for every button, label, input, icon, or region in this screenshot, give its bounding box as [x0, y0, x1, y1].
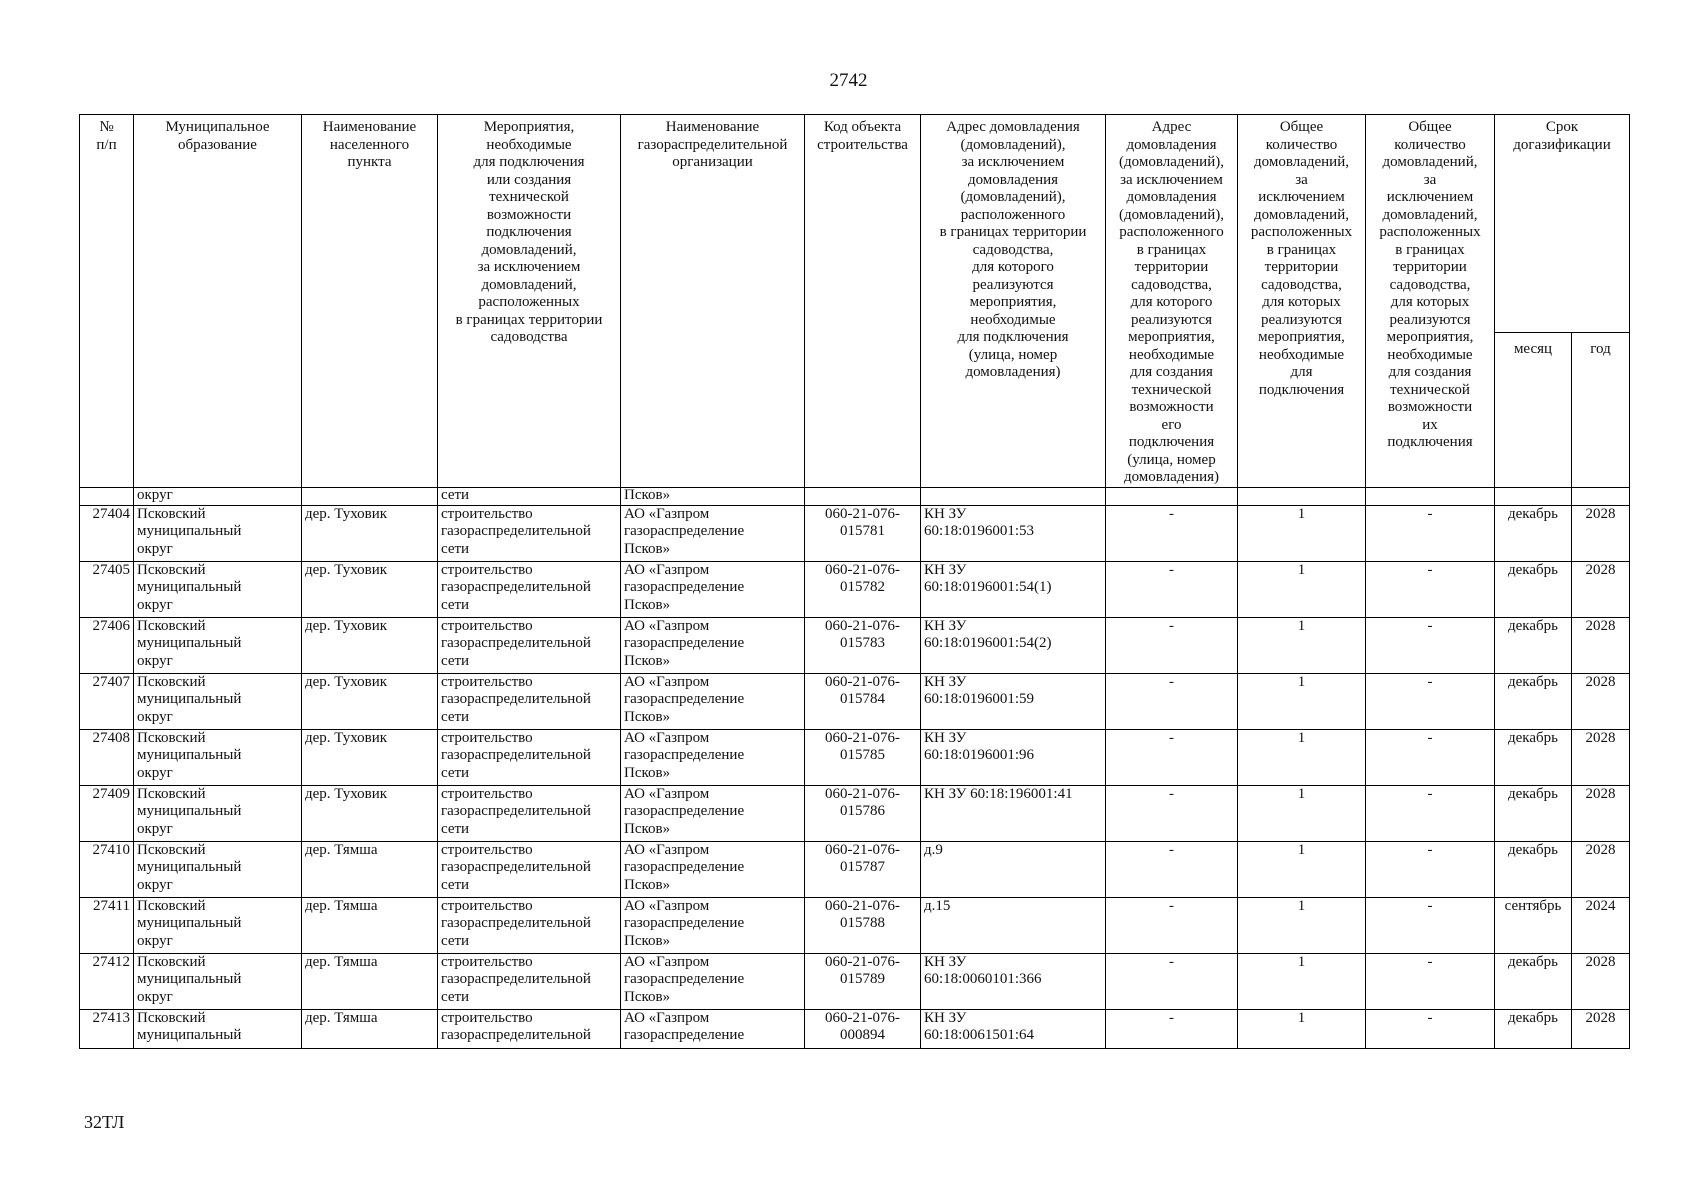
gasification-table	[79, 114, 1630, 1049]
cell-address: д.9	[921, 841, 1106, 897]
cell	[1572, 487, 1630, 505]
cell-activities: строительство газораспределительной сети	[438, 953, 621, 1009]
cell	[302, 487, 438, 505]
table-row	[80, 897, 1630, 953]
header-month: месяц	[1495, 333, 1572, 487]
cell-address-tech: -	[1106, 953, 1238, 1009]
cell-total-tech: -	[1366, 897, 1495, 953]
cell-activities: строительство газораспределительной	[438, 1009, 621, 1048]
cell-code: 060-21-076- 015787	[805, 841, 921, 897]
cell-municipality: Псковский муниципальный округ	[134, 561, 302, 617]
cell-address: д.15	[921, 897, 1106, 953]
header-settlement: Наименование населенного пункта	[302, 115, 438, 488]
header-address-tech: Адрес домовладения (домовладений), за исключением домовладения (домовладений), расположенного в границах территории садоводства, для которого реализуются мероприятия, необходимые для создания технической возможности его подключения (улица, номер домовладения)	[1106, 115, 1238, 488]
cell-municipality: Псковский муниципальный округ	[134, 729, 302, 785]
header-num: № п/п	[80, 115, 134, 488]
table-row	[80, 785, 1630, 841]
cell-address: КН ЗУ 60:18:0060101:366	[921, 953, 1106, 1009]
cell-num: 27407	[80, 673, 134, 729]
cell-num: 27404	[80, 505, 134, 561]
cell-total-tech: -	[1366, 785, 1495, 841]
cell-gas-org: АО «Газпром газораспределение Псков»	[621, 617, 805, 673]
cell	[1106, 487, 1238, 505]
header-deadline: Срок догазификации	[1495, 115, 1630, 333]
cell-address-tech: -	[1106, 841, 1238, 897]
cell-settlement: дер. Туховик	[302, 561, 438, 617]
cell-num: 27408	[80, 729, 134, 785]
cell-year: 2024	[1572, 897, 1630, 953]
cell-gas-org: Псков»	[621, 487, 805, 505]
cell-settlement: дер. Туховик	[302, 617, 438, 673]
header-total-tech: Общее количество домовладений, за исключением домовладений, расположенных в границах территории садоводства, для которых реализуются мероприятия, необходимые для создания технической возможности их подключения	[1366, 115, 1495, 488]
cell-total: 1	[1238, 897, 1366, 953]
cell-address: КН ЗУ 60:18:0196001:54(2)	[921, 617, 1106, 673]
cell-num: 27405	[80, 561, 134, 617]
cell-total-tech: -	[1366, 617, 1495, 673]
cell-total-tech: -	[1366, 505, 1495, 561]
cell-year: 2028	[1572, 1009, 1630, 1048]
cell	[805, 487, 921, 505]
table-row	[80, 953, 1630, 1009]
header-gas-org: Наименование газораспределительной организации	[621, 115, 805, 488]
cell-activities: строительство газораспределительной сети	[438, 673, 621, 729]
header-total-connect: Общее количество домовладений, за исключением домовладений, расположенных в границах территории садоводства, для которых реализуются мероприятия, необходимые для подключения	[1238, 115, 1366, 488]
cell-month: декабрь	[1495, 1009, 1572, 1048]
cell-code: 060-21-076- 015781	[805, 505, 921, 561]
cell-municipality: Псковский муниципальный округ	[134, 841, 302, 897]
cell-municipality: Псковский муниципальный округ	[134, 785, 302, 841]
cell-code: 060-21-076- 015784	[805, 673, 921, 729]
cell-municipality: Псковский муниципальный округ	[134, 617, 302, 673]
cell-activities: строительство газораспределительной сети	[438, 561, 621, 617]
cell-settlement: дер. Тямша	[302, 1009, 438, 1048]
cell-municipality: Псковский муниципальный	[134, 1009, 302, 1048]
cell-address: КН ЗУ 60:18:0196001:96	[921, 729, 1106, 785]
cell-activities: сети	[438, 487, 621, 505]
cell-month: декабрь	[1495, 841, 1572, 897]
cell-address-tech: -	[1106, 729, 1238, 785]
cell-month: декабрь	[1495, 673, 1572, 729]
cell-year: 2028	[1572, 617, 1630, 673]
cell-code: 060-21-076- 000894	[805, 1009, 921, 1048]
cell-total: 1	[1238, 729, 1366, 785]
cell-settlement: дер. Тямша	[302, 841, 438, 897]
cell-code: 060-21-076- 015789	[805, 953, 921, 1009]
cell-num: 27410	[80, 841, 134, 897]
table-header	[80, 115, 1630, 488]
cell-gas-org: АО «Газпром газораспределение	[621, 1009, 805, 1048]
cell-month: декабрь	[1495, 561, 1572, 617]
cell-municipality: Псковский муниципальный округ	[134, 673, 302, 729]
cell-settlement: дер. Туховик	[302, 505, 438, 561]
cell	[921, 487, 1106, 505]
table-row	[80, 505, 1630, 561]
cell-total: 1	[1238, 785, 1366, 841]
table-row	[80, 1009, 1630, 1048]
cell-code: 060-21-076- 015782	[805, 561, 921, 617]
cell-total-tech: -	[1366, 953, 1495, 1009]
cell-num: 27412	[80, 953, 134, 1009]
cell-gas-org: АО «Газпром газораспределение Псков»	[621, 897, 805, 953]
cell-gas-org: АО «Газпром газораспределение Псков»	[621, 841, 805, 897]
table-row	[80, 841, 1630, 897]
cell-gas-org: АО «Газпром газораспределение Псков»	[621, 785, 805, 841]
cell	[1238, 487, 1366, 505]
table-row	[80, 729, 1630, 785]
cell-address-tech: -	[1106, 1009, 1238, 1048]
cell-month: декабрь	[1495, 953, 1572, 1009]
cell-code: 060-21-076- 015785	[805, 729, 921, 785]
cell-total: 1	[1238, 841, 1366, 897]
page-number: 2742	[829, 70, 868, 91]
cell-settlement: дер. Туховик	[302, 673, 438, 729]
cell-municipality: Псковский муниципальный округ	[134, 953, 302, 1009]
header-code: Код объекта строительства	[805, 115, 921, 488]
cell-gas-org: АО «Газпром газораспределение Псков»	[621, 561, 805, 617]
cell-activities: строительство газораспределительной сети	[438, 841, 621, 897]
cell-address: КН ЗУ 60:18:0061501:64	[921, 1009, 1106, 1048]
table-row	[80, 561, 1630, 617]
cell-municipality: Псковский муниципальный округ	[134, 897, 302, 953]
cell-settlement: дер. Тямша	[302, 953, 438, 1009]
cell-gas-org: АО «Газпром газораспределение Псков»	[621, 673, 805, 729]
cell-gas-org: АО «Газпром газораспределение Псков»	[621, 729, 805, 785]
continuation-row	[80, 487, 1630, 505]
cell-month: декабрь	[1495, 785, 1572, 841]
cell-total: 1	[1238, 561, 1366, 617]
cell-settlement: дер. Туховик	[302, 785, 438, 841]
cell-total: 1	[1238, 953, 1366, 1009]
cell-total: 1	[1238, 1009, 1366, 1048]
cell-year: 2028	[1572, 953, 1630, 1009]
header-year: год	[1572, 333, 1630, 487]
cell-municipality: Псковский муниципальный округ	[134, 505, 302, 561]
cell-total-tech: -	[1366, 561, 1495, 617]
cell-code: 060-21-076- 015783	[805, 617, 921, 673]
cell-year: 2028	[1572, 841, 1630, 897]
cell	[80, 487, 134, 505]
cell-gas-org: АО «Газпром газораспределение Псков»	[621, 953, 805, 1009]
cell-total-tech: -	[1366, 1009, 1495, 1048]
cell-activities: строительство газораспределительной сети	[438, 785, 621, 841]
header-activities: Мероприятия, необходимые для подключения или создания технической возможности подключения домовладений, за исключением домовладений, расположенных в границах территории садоводства	[438, 115, 621, 488]
cell-year: 2028	[1572, 561, 1630, 617]
cell-address: КН ЗУ 60:18:0196001:53	[921, 505, 1106, 561]
cell	[1495, 487, 1572, 505]
cell-month: сентябрь	[1495, 897, 1572, 953]
cell-total-tech: -	[1366, 841, 1495, 897]
cell-municipality: округ	[134, 487, 302, 505]
cell-address-tech: -	[1106, 673, 1238, 729]
cell-total: 1	[1238, 505, 1366, 561]
cell-settlement: дер. Туховик	[302, 729, 438, 785]
cell	[1366, 487, 1495, 505]
header-municipality: Муниципальное образование	[134, 115, 302, 488]
document-code: 32ТЛ	[84, 1112, 125, 1132]
cell-month: декабрь	[1495, 729, 1572, 785]
cell-activities: строительство газораспределительной сети	[438, 729, 621, 785]
table-row	[80, 673, 1630, 729]
cell-year: 2028	[1572, 785, 1630, 841]
cell-address: КН ЗУ 60:18:0196001:59	[921, 673, 1106, 729]
cell-code: 060-21-076- 015788	[805, 897, 921, 953]
cell-gas-org: АО «Газпром газораспределение Псков»	[621, 505, 805, 561]
cell-address-tech: -	[1106, 505, 1238, 561]
cell-address: КН ЗУ 60:18:196001:41	[921, 785, 1106, 841]
cell-total-tech: -	[1366, 729, 1495, 785]
cell-total: 1	[1238, 673, 1366, 729]
cell-num: 27409	[80, 785, 134, 841]
table-body	[80, 487, 1630, 1048]
cell-month: декабрь	[1495, 617, 1572, 673]
cell-num: 27406	[80, 617, 134, 673]
cell-activities: строительство газораспределительной сети	[438, 897, 621, 953]
cell-month: декабрь	[1495, 505, 1572, 561]
cell-year: 2028	[1572, 673, 1630, 729]
cell-address-tech: -	[1106, 617, 1238, 673]
cell-total: 1	[1238, 617, 1366, 673]
cell-address-tech: -	[1106, 785, 1238, 841]
cell-address-tech: -	[1106, 561, 1238, 617]
table-row	[80, 617, 1630, 673]
cell-activities: строительство газораспределительной сети	[438, 617, 621, 673]
cell-year: 2028	[1572, 505, 1630, 561]
cell-num: 27413	[80, 1009, 134, 1048]
cell-num: 27411	[80, 897, 134, 953]
cell-activities: строительство газораспределительной сети	[438, 505, 621, 561]
cell-total-tech: -	[1366, 673, 1495, 729]
cell-year: 2028	[1572, 729, 1630, 785]
cell-address: КН ЗУ 60:18:0196001:54(1)	[921, 561, 1106, 617]
cell-address-tech: -	[1106, 897, 1238, 953]
cell-settlement: дер. Тямша	[302, 897, 438, 953]
header-address-connect: Адрес домовладения (домовладений), за исключением домовладения (домовладений), расположенного в границах территории садоводства, для которого реализуются мероприятия, необходимые для подключения (улица, номер домовладения)	[921, 115, 1106, 488]
cell-code: 060-21-076- 015786	[805, 785, 921, 841]
